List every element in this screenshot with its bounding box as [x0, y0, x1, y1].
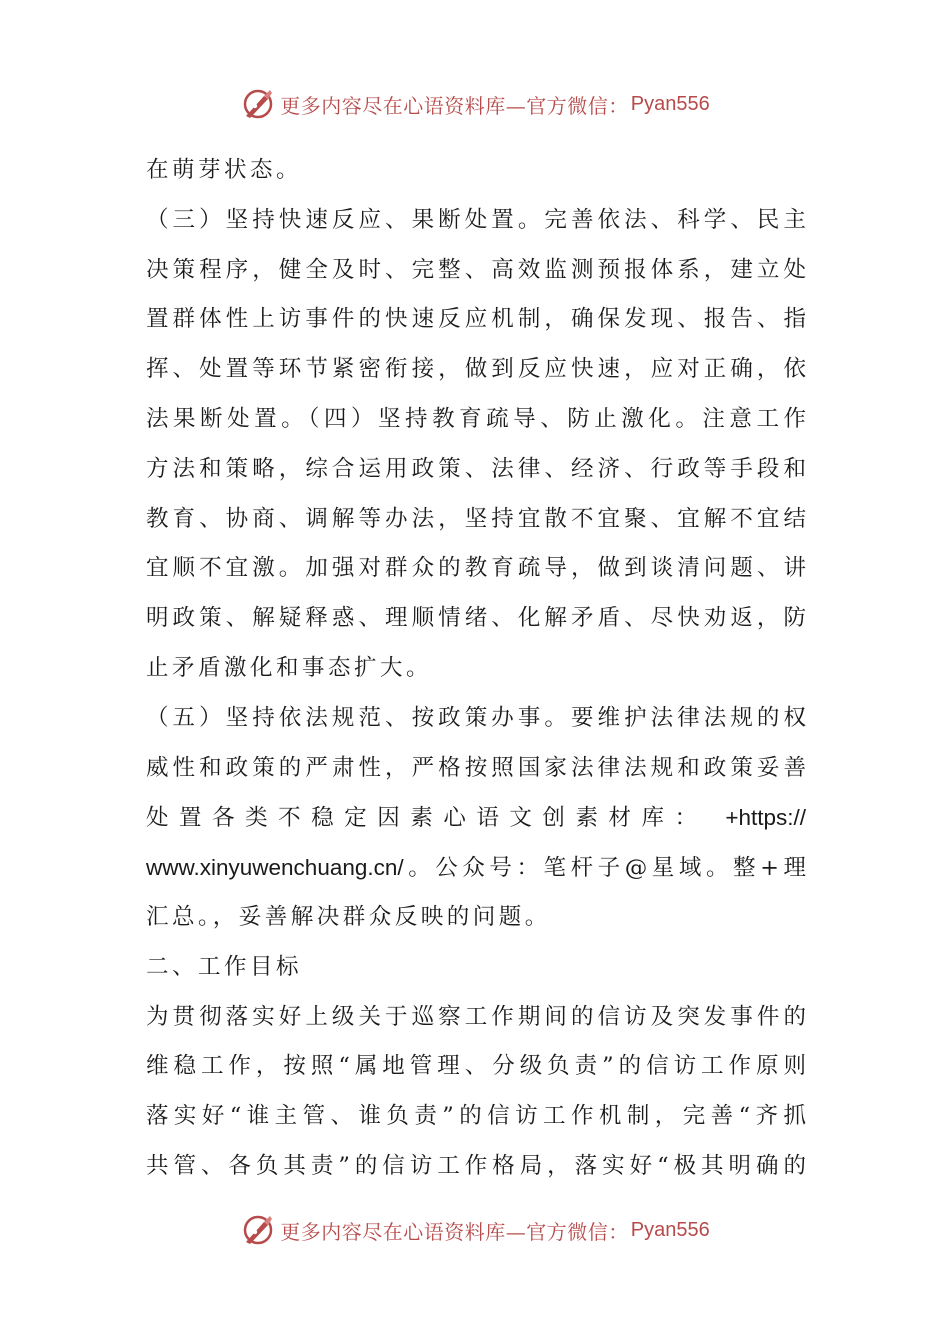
body-line: 挥、处置等环节紧密衔接，做到反应快速，应对正确，依	[146, 356, 806, 383]
body-line: 汇总。，妥善解决群众反映的问题。	[146, 903, 551, 930]
body-line: 维稳工作，按照“属地管理、分级负责”的信访工作原则	[146, 1053, 806, 1080]
body-text-segment: 。公众号：笔杆子@星域。整+理	[403, 855, 806, 882]
footer-banner	[0, 1208, 950, 1252]
pen-logo-icon	[240, 86, 276, 122]
section-heading: 二、工作目标	[146, 953, 303, 980]
footer-banner-id: Pyan556	[630, 1218, 710, 1241]
body-line: 决策程序，健全及时、完整、高效监测预报体系，建立处	[146, 256, 806, 283]
body-line: 为贯彻落实好上级关于巡察工作期间的信访及突发事件的	[146, 1003, 806, 1030]
body-line: （五）坚持依法规范、按政策办事。要维护法律法规的权	[146, 704, 806, 731]
body-line: 明政策、解疑释惑、理顺情绪、化解矛盾、尽快劝返，防	[146, 605, 806, 632]
header-banner	[0, 82, 950, 126]
header-banner-text: 更多内容尽在心语资料库—官方微信：	[280, 93, 629, 118]
body-line: 威性和政策的严肃性，严格按照国家法律法规和政策妥善	[146, 754, 806, 781]
body-line: 教育、协商、调解等办法，坚持宜散不宜聚、宜解不宜结	[146, 505, 806, 532]
body-line: （三）坚持快速反应、果断处置。完善依法、科学、民主	[146, 206, 806, 233]
body-text-segment: 处置各类不稳定因素心语文创素材库：	[146, 805, 708, 832]
body-line: 止矛盾激化和事态扩大。	[146, 654, 433, 681]
body-line: 方法和策略，综合运用政策、法律、经济、行政等手段和	[146, 455, 806, 482]
body-line: 法果断处置。（四）坚持教育疏导、防止激化。注意工作	[146, 405, 806, 432]
url-prefix: +https://	[725, 805, 806, 831]
body-line-with-url	[146, 793, 806, 843]
body-line: 宜顺不宜激。加强对群众的教育疏导，做到谈清问题、讲	[146, 555, 806, 582]
body-line-with-url	[146, 843, 806, 893]
body-line: 置群体性上访事件的快速反应机制，确保发现、报告、指	[146, 306, 806, 333]
footer-banner-text: 更多内容尽在心语资料库—官方微信：	[280, 1219, 629, 1244]
pen-logo-icon	[240, 1212, 276, 1248]
url-domain: www.xinyuwenchuang.cn/	[146, 855, 404, 881]
body-line: 共管、各负其责”的信访工作格局，落实好“极其明确的	[146, 1152, 806, 1179]
document-body	[146, 146, 806, 1192]
header-banner-id: Pyan556	[630, 92, 710, 115]
body-line: 在萌芽状态。	[146, 157, 303, 183]
body-line: 落实好“谁主管、谁负责”的信访工作机制，完善“齐抓	[146, 1103, 806, 1130]
